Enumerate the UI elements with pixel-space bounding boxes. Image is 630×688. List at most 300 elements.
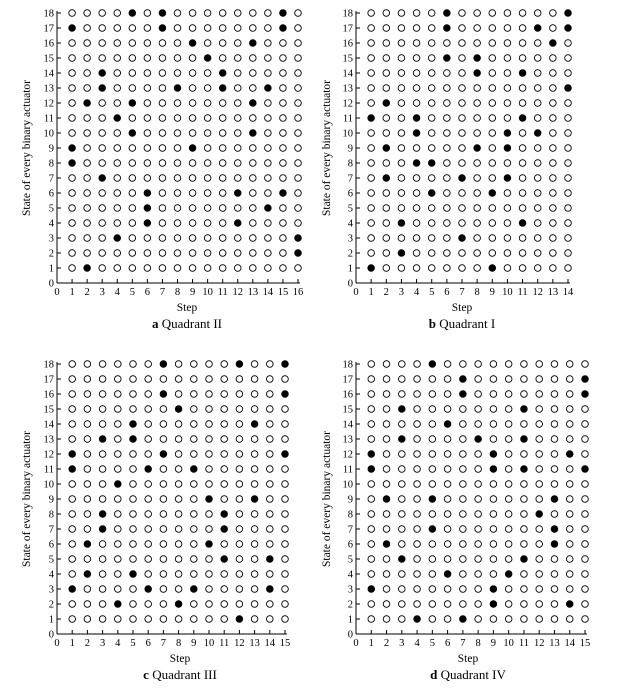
data-point-empty <box>99 235 106 242</box>
y-tick-label: 8 <box>347 509 353 521</box>
data-point-empty <box>251 541 258 548</box>
data-point-empty <box>383 466 390 473</box>
data-point-empty <box>84 55 91 62</box>
data-point-empty <box>459 265 466 272</box>
data-point-empty <box>282 571 289 578</box>
y-tick-label: 11 <box>43 113 54 125</box>
data-point-empty <box>204 250 211 257</box>
data-point-filled <box>69 586 76 593</box>
data-point-empty <box>444 601 451 608</box>
data-point-empty <box>145 451 152 458</box>
data-point-empty <box>130 526 137 533</box>
x-tick-label: 2 <box>84 287 90 298</box>
data-point-filled <box>130 421 137 428</box>
data-point-filled <box>129 10 136 17</box>
data-point-empty <box>368 130 375 137</box>
data-point-empty <box>444 616 451 623</box>
data-point-empty <box>267 601 274 608</box>
data-point-empty <box>582 526 589 533</box>
data-point-empty <box>566 511 573 518</box>
caption-letter: d <box>430 667 438 682</box>
data-point-empty <box>144 115 151 122</box>
data-point-empty <box>534 175 541 182</box>
data-point-empty <box>550 10 557 17</box>
data-point-filled <box>99 70 106 77</box>
data-point-empty <box>534 160 541 167</box>
data-point-empty <box>565 115 572 122</box>
data-point-empty <box>429 601 436 608</box>
data-point-empty <box>206 421 213 428</box>
data-point-empty <box>236 391 243 398</box>
x-tick-label: 0 <box>353 638 359 649</box>
data-point-empty <box>206 481 213 488</box>
data-point-empty <box>428 265 435 272</box>
data-point-empty <box>265 130 272 137</box>
data-point-empty <box>189 205 196 212</box>
data-point-filled <box>144 205 151 212</box>
data-point-empty <box>413 25 420 32</box>
data-point-empty <box>460 481 467 488</box>
x-tick-label: 13 <box>549 638 560 649</box>
data-point-empty <box>69 220 76 227</box>
data-point-empty <box>459 25 466 32</box>
x-tick-label: 2 <box>383 287 389 298</box>
data-point-filled <box>459 175 466 182</box>
data-point-empty <box>69 406 76 413</box>
data-point-empty <box>519 190 526 197</box>
y-tick-label: 5 <box>347 554 353 566</box>
caption-letter: a <box>151 316 159 331</box>
data-point-empty <box>191 406 198 413</box>
y-tick-label: 13 <box>43 83 54 95</box>
data-point-empty <box>144 145 151 152</box>
data-point-empty <box>429 391 436 398</box>
data-point-filled <box>204 55 211 62</box>
data-point-empty <box>221 436 228 443</box>
data-point-empty <box>429 541 436 548</box>
data-point-empty <box>566 556 573 563</box>
data-point-empty <box>204 25 211 32</box>
data-point-empty <box>460 511 467 518</box>
x-tick-label: 6 <box>145 638 151 649</box>
data-point-filled <box>114 235 121 242</box>
data-point-empty <box>582 511 589 518</box>
data-point-empty <box>460 436 467 443</box>
data-point-empty <box>413 145 420 152</box>
data-point-empty <box>174 70 181 77</box>
data-point-empty <box>69 10 76 17</box>
data-point-empty <box>129 160 136 167</box>
data-point-empty <box>565 130 572 137</box>
data-point-empty <box>519 10 526 17</box>
data-point-empty <box>99 361 106 368</box>
data-point-empty <box>368 511 375 518</box>
data-point-empty <box>474 25 481 32</box>
data-point-empty <box>84 601 91 608</box>
y-tick-label: 0 <box>347 629 353 641</box>
data-point-filled <box>551 541 558 548</box>
data-point-empty <box>250 235 257 242</box>
data-point-empty <box>114 85 121 92</box>
data-point-empty <box>160 481 167 488</box>
data-point-empty <box>505 556 512 563</box>
data-point-empty <box>221 541 228 548</box>
data-point-empty <box>175 496 182 503</box>
data-point-empty <box>519 265 526 272</box>
data-point-empty <box>521 586 528 593</box>
data-point-empty <box>250 10 257 17</box>
data-point-empty <box>221 481 228 488</box>
x-tick-label: 16 <box>292 287 304 298</box>
data-point-empty <box>174 40 181 47</box>
x-tick-label: 5 <box>429 287 435 298</box>
data-point-empty <box>145 376 152 383</box>
data-point-empty <box>428 250 435 257</box>
data-point-empty <box>295 145 302 152</box>
data-point-empty <box>295 265 302 272</box>
data-point-empty <box>460 586 467 593</box>
data-point-filled <box>191 586 198 593</box>
data-point-filled <box>504 175 511 182</box>
data-point-empty <box>174 145 181 152</box>
data-point-filled <box>521 406 528 413</box>
data-point-empty <box>428 145 435 152</box>
data-point-empty <box>69 481 76 488</box>
data-point-empty <box>368 376 375 383</box>
data-point-empty <box>84 190 91 197</box>
x-tick-label: 1 <box>368 638 374 649</box>
data-point-empty <box>505 406 512 413</box>
data-point-empty <box>191 436 198 443</box>
y-tick-label: 16 <box>43 38 54 50</box>
data-point-empty <box>474 160 481 167</box>
data-point-empty <box>566 466 573 473</box>
caption-text: Quadrant IV <box>437 667 506 682</box>
x-tick-label: 4 <box>414 638 420 649</box>
data-point-empty <box>398 85 405 92</box>
data-point-filled <box>521 556 528 563</box>
data-point-empty <box>280 265 287 272</box>
data-point-empty <box>368 100 375 107</box>
data-point-empty <box>519 100 526 107</box>
data-point-empty <box>368 220 375 227</box>
data-point-empty <box>534 115 541 122</box>
data-point-empty <box>130 586 137 593</box>
data-point-empty <box>534 70 541 77</box>
data-point-empty <box>251 376 258 383</box>
data-point-empty <box>428 235 435 242</box>
data-point-empty <box>145 436 152 443</box>
data-point-empty <box>519 145 526 152</box>
data-point-empty <box>251 436 258 443</box>
data-point-empty <box>551 466 558 473</box>
data-point-empty <box>175 376 182 383</box>
data-point-empty <box>475 511 482 518</box>
data-point-empty <box>189 265 196 272</box>
data-point-empty <box>130 556 137 563</box>
data-point-empty <box>84 40 91 47</box>
data-point-empty <box>114 265 121 272</box>
data-point-empty <box>534 40 541 47</box>
data-point-empty <box>566 436 573 443</box>
data-point-empty <box>368 55 375 62</box>
data-point-empty <box>144 10 151 17</box>
data-point-empty <box>280 70 287 77</box>
data-point-empty <box>536 481 543 488</box>
data-point-filled <box>460 616 467 623</box>
data-point-filled <box>429 496 436 503</box>
data-point-filled <box>474 145 481 152</box>
y-tick-label: 12 <box>342 449 353 461</box>
data-point-empty <box>234 250 241 257</box>
data-point-empty <box>521 571 528 578</box>
x-tick-label: 4 <box>115 638 121 649</box>
data-point-empty <box>175 616 182 623</box>
data-point-empty <box>475 496 482 503</box>
data-point-filled <box>219 85 226 92</box>
data-point-empty <box>550 85 557 92</box>
data-point-empty <box>115 526 122 533</box>
y-tick-label: 14 <box>342 68 353 80</box>
data-point-filled <box>280 190 287 197</box>
data-point-filled <box>490 466 497 473</box>
data-point-filled <box>459 235 466 242</box>
x-tick-label: 11 <box>518 638 529 649</box>
data-point-empty <box>174 220 181 227</box>
data-point-empty <box>114 190 121 197</box>
data-point-empty <box>130 496 137 503</box>
data-point-empty <box>519 130 526 137</box>
data-point-empty <box>536 421 543 428</box>
data-point-empty <box>414 571 421 578</box>
data-point-empty <box>475 556 482 563</box>
data-point-empty <box>536 451 543 458</box>
x-tick-label: 0 <box>54 638 60 649</box>
data-point-empty <box>145 571 152 578</box>
data-point-empty <box>489 145 496 152</box>
data-point-empty <box>145 511 152 518</box>
data-point-empty <box>206 511 213 518</box>
data-point-empty <box>234 265 241 272</box>
data-point-empty <box>428 115 435 122</box>
data-point-empty <box>159 250 166 257</box>
data-point-empty <box>159 115 166 122</box>
data-point-empty <box>413 205 420 212</box>
y-tick-label: 13 <box>342 434 353 446</box>
data-point-empty <box>130 511 137 518</box>
data-point-filled <box>521 466 528 473</box>
x-tick-label: 1 <box>69 287 75 298</box>
data-point-empty <box>267 466 274 473</box>
data-point-empty <box>236 586 243 593</box>
data-point-filled <box>250 100 257 107</box>
data-point-filled <box>429 361 436 368</box>
data-point-empty <box>191 391 198 398</box>
x-tick-label: 8 <box>174 287 181 298</box>
data-point-empty <box>129 175 136 182</box>
data-point-empty <box>189 190 196 197</box>
y-tick-label: 3 <box>48 584 54 596</box>
data-point-empty <box>399 481 406 488</box>
data-point-empty <box>504 250 511 257</box>
panel-caption <box>429 316 495 331</box>
x-tick-label: 5 <box>130 638 136 649</box>
data-point-empty <box>129 40 136 47</box>
data-point-empty <box>280 235 287 242</box>
data-point-empty <box>69 70 76 77</box>
data-point-empty <box>505 496 512 503</box>
data-point-empty <box>398 25 405 32</box>
data-point-empty <box>368 160 375 167</box>
data-point-empty <box>475 466 482 473</box>
data-point-filled <box>236 361 243 368</box>
data-point-filled <box>280 25 287 32</box>
data-point-empty <box>115 361 122 368</box>
data-point-empty <box>428 55 435 62</box>
data-point-empty <box>504 55 511 62</box>
x-tick-label: 12 <box>232 287 243 298</box>
data-point-empty <box>566 526 573 533</box>
data-point-empty <box>428 25 435 32</box>
data-point-empty <box>551 511 558 518</box>
data-point-empty <box>550 250 557 257</box>
data-point-empty <box>475 451 482 458</box>
data-point-empty <box>550 160 557 167</box>
data-point-empty <box>145 406 152 413</box>
y-tick-label: 12 <box>342 98 353 110</box>
data-point-empty <box>566 391 573 398</box>
data-point-empty <box>565 40 572 47</box>
data-point-empty <box>383 130 390 137</box>
data-point-empty <box>206 601 213 608</box>
panel-d <box>321 360 590 682</box>
data-point-empty <box>144 235 151 242</box>
data-point-empty <box>144 175 151 182</box>
data-point-empty <box>129 220 136 227</box>
data-point-empty <box>383 436 390 443</box>
y-tick-label: 3 <box>347 233 353 245</box>
panel-caption <box>152 316 222 331</box>
data-point-empty <box>459 160 466 167</box>
x-tick-label: 5 <box>129 287 135 298</box>
data-point-empty <box>551 406 558 413</box>
data-point-empty <box>429 571 436 578</box>
data-point-empty <box>489 85 496 92</box>
data-point-empty <box>536 541 543 548</box>
data-point-empty <box>550 265 557 272</box>
data-point-filled <box>160 451 167 458</box>
data-point-empty <box>250 85 257 92</box>
data-point-empty <box>383 250 390 257</box>
data-point-empty <box>413 220 420 227</box>
data-point-empty <box>160 376 167 383</box>
data-point-empty <box>383 55 390 62</box>
data-point-empty <box>413 190 420 197</box>
data-point-empty <box>383 511 390 518</box>
data-point-empty <box>84 391 91 398</box>
data-point-empty <box>84 511 91 518</box>
data-point-empty <box>582 496 589 503</box>
data-point-empty <box>236 526 243 533</box>
data-point-empty <box>399 466 406 473</box>
data-point-empty <box>144 40 151 47</box>
data-point-empty <box>413 85 420 92</box>
data-point-empty <box>368 481 375 488</box>
data-point-filled <box>221 511 228 518</box>
data-point-empty <box>474 235 481 242</box>
data-point-empty <box>129 235 136 242</box>
data-point-empty <box>265 265 272 272</box>
data-point-empty <box>129 205 136 212</box>
data-point-empty <box>130 451 137 458</box>
data-point-empty <box>130 376 137 383</box>
x-tick-label: 14 <box>264 638 276 649</box>
data-point-empty <box>115 376 122 383</box>
data-point-empty <box>521 376 528 383</box>
data-point-empty <box>521 616 528 623</box>
data-point-empty <box>521 421 528 428</box>
data-point-empty <box>475 406 482 413</box>
x-tick-label: 4 <box>413 287 420 298</box>
data-point-empty <box>460 361 467 368</box>
data-point-empty <box>219 265 226 272</box>
data-point-empty <box>414 601 421 608</box>
data-point-empty <box>130 466 137 473</box>
data-point-empty <box>566 586 573 593</box>
data-point-empty <box>475 586 482 593</box>
data-point-empty <box>69 421 76 428</box>
data-point-empty <box>413 70 420 77</box>
data-point-filled <box>159 25 166 32</box>
data-point-empty <box>398 130 405 137</box>
data-point-empty <box>280 115 287 122</box>
data-point-empty <box>504 265 511 272</box>
data-point-empty <box>428 40 435 47</box>
data-point-empty <box>383 10 390 17</box>
data-point-empty <box>129 55 136 62</box>
data-point-filled <box>160 391 167 398</box>
data-point-empty <box>189 70 196 77</box>
data-point-filled <box>250 40 257 47</box>
data-point-empty <box>191 526 198 533</box>
data-point-empty <box>429 586 436 593</box>
data-point-empty <box>145 496 152 503</box>
data-point-empty <box>295 55 302 62</box>
data-point-filled <box>474 70 481 77</box>
y-tick-label: 6 <box>48 188 54 200</box>
data-point-empty <box>399 496 406 503</box>
data-point-empty <box>99 451 106 458</box>
x-tick-label: 15 <box>579 638 591 649</box>
x-tick-label: 9 <box>490 638 497 649</box>
data-point-empty <box>206 376 213 383</box>
data-point-filled <box>566 451 573 458</box>
data-point-empty <box>428 220 435 227</box>
data-point-empty <box>204 175 211 182</box>
data-point-empty <box>474 205 481 212</box>
data-point-empty <box>114 130 121 137</box>
data-point-empty <box>84 10 91 17</box>
data-point-filled <box>383 100 390 107</box>
y-axis-title: State of every binary actuator <box>321 79 333 217</box>
data-point-empty <box>490 421 497 428</box>
data-point-empty <box>444 220 451 227</box>
data-point-empty <box>383 85 390 92</box>
y-tick-label: 7 <box>48 524 54 536</box>
data-point-empty <box>474 265 481 272</box>
x-tick-label: 8 <box>474 287 480 298</box>
data-point-empty <box>444 250 451 257</box>
